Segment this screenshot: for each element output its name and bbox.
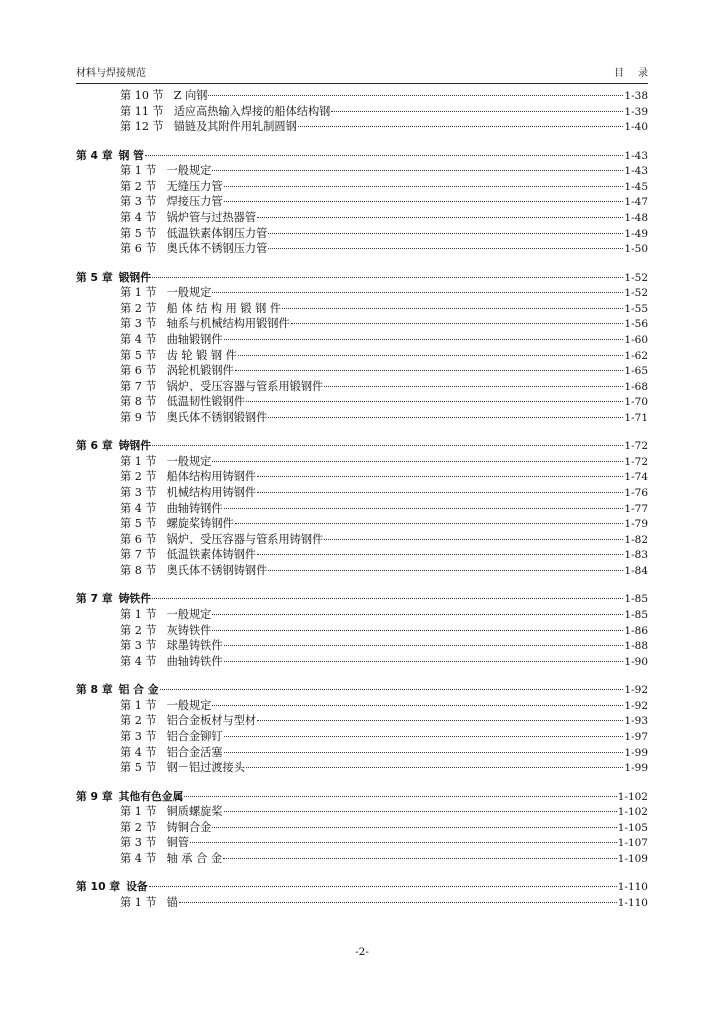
toc-entry-title: 涡轮机锻钢件	[166, 364, 234, 378]
toc-section-row[interactable]	[76, 835, 648, 851]
toc-page-number: 1-72	[624, 440, 648, 453]
toc-page-number: 1-43	[624, 149, 648, 162]
toc-entry-number: 第 2 节	[120, 714, 157, 728]
dot-leader	[208, 94, 623, 96]
toc-section-row[interactable]	[76, 820, 648, 836]
dot-leader	[257, 475, 623, 477]
toc-section-row[interactable]	[76, 623, 648, 639]
toc-section-row[interactable]	[76, 363, 648, 379]
toc-entry-number: 第 10 节	[120, 89, 164, 102]
toc-entry-number: 第 4 节	[120, 210, 157, 224]
toc-entry-title: 曲轴铸钢件	[166, 501, 223, 515]
toc-entry-number: 第 6 章	[76, 439, 113, 453]
dot-leader	[212, 169, 623, 171]
toc-entry-number: 第 10 章	[76, 880, 121, 894]
toc-entry-title: 奥氏体不锈钢锻钢件	[166, 410, 268, 424]
toc-entry-number: 第 2 节	[120, 820, 157, 834]
toc-page-number: 1-102	[617, 790, 648, 803]
dot-leader	[224, 200, 624, 202]
toc-chapter-row[interactable]	[76, 148, 648, 164]
toc-section-row[interactable]	[76, 316, 648, 332]
toc-entry-number: 第 3 节	[120, 729, 157, 743]
toc-section-row[interactable]	[76, 226, 648, 242]
dot-leader	[212, 460, 623, 462]
toc-section-row[interactable]	[76, 607, 648, 623]
toc-entry-number: 第 8 节	[120, 564, 157, 578]
toc-entry-title: 铸铁件	[118, 592, 152, 606]
dot-leader	[224, 735, 624, 737]
toc-page-number: 1-85	[624, 609, 648, 621]
toc-section-row[interactable]	[76, 563, 648, 579]
toc-entry-title: 锅炉、受压容器与管系用铸钢件	[166, 532, 324, 546]
dot-leader	[235, 522, 624, 524]
toc-page-number: 1-82	[624, 533, 648, 546]
toc-page-number: 1-40	[624, 121, 648, 134]
toc-page-number: 1-48	[624, 211, 648, 224]
toc-entry-title: 设备	[126, 880, 148, 894]
toc-section-row[interactable]	[76, 194, 648, 210]
toc-entry-number: 第 1 节	[120, 698, 157, 712]
dot-leader	[212, 291, 623, 293]
toc-entry-number: 第 1 节	[120, 286, 157, 300]
toc-entry-title: 灰铸铁件	[166, 623, 212, 637]
toc-entry-number: 第 9 章	[76, 789, 113, 803]
toc-page-number: 1-97	[624, 730, 648, 743]
toc-entry-number: 第 1 节	[120, 164, 157, 178]
toc-entry-number: 第 2 节	[120, 179, 157, 193]
dot-leader	[224, 751, 624, 753]
toc-section-row[interactable]	[76, 851, 648, 867]
toc-page-number: 1-107	[617, 837, 648, 850]
toc-page-number: 1-86	[624, 624, 648, 637]
toc-section-row[interactable]	[76, 760, 648, 776]
toc-entry-title: 一般规定	[166, 286, 212, 300]
dot-leader	[257, 719, 623, 721]
toc-entry-title: 铝合金铆钉	[166, 729, 223, 743]
toc-chapter-row[interactable]	[76, 438, 648, 454]
toc-entry-title: 齿 轮 锻 钢 件	[166, 348, 237, 362]
toc-page-number: 1-62	[624, 349, 648, 362]
toc-page-number: 1-110	[617, 896, 648, 909]
toc-entry-number: 第 11 节	[120, 104, 164, 118]
toc-entry-number: 第 3 节	[120, 195, 157, 209]
toc-entry-number: 第 6 节	[120, 364, 157, 378]
toc-page-number: 1-85	[624, 593, 648, 606]
toc-entry-number: 第 7 章	[76, 592, 113, 606]
toc-page-number: 1-68	[624, 380, 648, 393]
toc-page-number: 1-52	[624, 271, 648, 284]
toc-section-row[interactable]	[76, 119, 648, 135]
toc-page-number: 1-72	[624, 455, 648, 468]
toc-entry-number: 第 3 节	[120, 486, 157, 500]
toc-entry-title: 铝合金板材与型材	[166, 714, 257, 728]
toc-entry-title: 一般规定	[166, 164, 212, 178]
toc-page-number: 1-65	[624, 365, 648, 378]
toc-page-number: 1-39	[624, 105, 648, 118]
toc-page-number: 1-76	[624, 487, 648, 500]
toc-page-number: 1-83	[624, 549, 648, 562]
toc-section-row[interactable]	[76, 104, 648, 120]
toc-page-number: 1-92	[624, 699, 648, 712]
toc-entry-title: 曲轴铸铁件	[166, 654, 223, 668]
toc-entry-number: 第 4 节	[120, 501, 157, 515]
dot-leader	[190, 841, 617, 843]
toc-page-number: 1-84	[624, 565, 648, 578]
toc-page-number: 1-90	[624, 655, 648, 668]
toc-entry-title: 锅炉、受压容器与管系用锻钢件	[166, 379, 324, 393]
toc-entry-title: 船体结构用铸钢件	[166, 470, 257, 484]
dot-leader	[298, 125, 624, 127]
dot-leader	[152, 444, 623, 446]
toc-entry-number: 第 8 节	[120, 395, 157, 409]
toc-entry-number: 第 3 节	[120, 639, 157, 653]
toc-entry-number: 第 2 节	[120, 623, 157, 637]
toc-section-row[interactable]	[76, 729, 648, 745]
dot-leader	[238, 354, 624, 356]
toc-entry-number: 第 5 节	[120, 761, 157, 775]
page-number: -2-	[355, 946, 369, 958]
dot-leader	[184, 795, 616, 797]
toc-entry-title: 一般规定	[166, 608, 212, 621]
toc-section-row[interactable]	[76, 301, 648, 317]
toc-section-row[interactable]	[76, 532, 648, 548]
toc-entry-title: 低温铁素体钢压力管	[166, 226, 268, 240]
dot-leader	[212, 613, 623, 615]
toc-entry-number: 第 1 节	[120, 608, 157, 621]
toc-page-number: 1-74	[624, 471, 648, 484]
toc-section-row[interactable]	[76, 241, 648, 257]
toc-entry-number: 第 1 节	[120, 805, 157, 819]
dot-leader	[268, 232, 623, 234]
dot-leader	[257, 491, 623, 493]
dot-leader	[224, 644, 624, 646]
dot-leader	[268, 416, 623, 418]
toc-entry-title: 锅炉管与过热器管	[166, 210, 257, 224]
toc-entry-title: 螺旋桨铸钢件	[166, 517, 234, 531]
toc-section-row[interactable]	[76, 410, 648, 426]
dot-leader	[224, 507, 624, 509]
toc-entry-title: 其他有色金属	[118, 789, 184, 803]
toc-page-number: 1-79	[624, 518, 648, 531]
dot-leader	[324, 385, 623, 387]
toc-entry-title: 铜质螺旋桨	[166, 805, 223, 819]
toc-entry-title: 船 体 结 构 用 锻 钢 件	[166, 301, 282, 315]
toc-entry-title: 一般规定	[166, 698, 212, 712]
toc-entry-title: Z 向钢	[173, 89, 208, 102]
toc-entry-title: 钢 管	[118, 148, 144, 162]
toc-section-row[interactable]	[76, 332, 648, 348]
dot-leader	[324, 538, 623, 540]
dot-leader	[224, 810, 617, 812]
toc-section-row[interactable]	[76, 804, 648, 820]
toc-entry-title: 铸铜合金	[166, 820, 212, 834]
dot-leader	[268, 569, 623, 571]
toc-entry-title: 钢－铝过渡接头	[166, 761, 245, 775]
dot-leader	[235, 369, 624, 371]
dot-leader	[268, 247, 623, 249]
dot-leader	[291, 322, 624, 324]
toc-page-number: 1-55	[624, 302, 648, 315]
toc-entry-title: 曲轴锻钢件	[166, 332, 223, 346]
dot-leader	[224, 185, 624, 187]
section-title: 目录	[614, 68, 662, 79]
dot-leader	[212, 704, 623, 706]
dot-leader	[212, 629, 623, 631]
toc-section-row[interactable]	[76, 163, 648, 179]
dot-leader	[152, 276, 623, 278]
toc-page-number: 1-109	[617, 852, 648, 865]
document-title: 材料与焊接规范	[76, 68, 146, 79]
toc-section-row[interactable]	[76, 379, 648, 395]
toc-section-row[interactable]	[76, 285, 648, 301]
toc-page-number: 1-93	[624, 715, 648, 728]
toc-page-number: 1-38	[624, 90, 648, 102]
toc-page-number: 1-88	[624, 640, 648, 653]
dot-leader	[223, 857, 617, 859]
toc-entry-number: 第 8 章	[76, 683, 113, 697]
toc-section-row[interactable]	[76, 88, 648, 104]
toc-section-row[interactable]	[76, 698, 648, 714]
toc-entry-number: 第 2 节	[120, 470, 157, 484]
toc-entry-title: 锻钢件	[118, 270, 152, 284]
toc-entry-title: 低温韧性锻钢件	[166, 395, 245, 409]
table-of-contents	[76, 88, 648, 910]
toc-entry-title: 轴 承 合 金	[166, 851, 223, 865]
toc-chapter-row[interactable]	[76, 270, 648, 286]
toc-page-number: 1-49	[624, 227, 648, 240]
toc-page-number: 1-99	[624, 746, 648, 759]
toc-section-row[interactable]	[76, 348, 648, 364]
toc-page-number: 1-77	[624, 502, 648, 515]
toc-section-row[interactable]	[76, 469, 648, 485]
toc-page-number: 1-47	[624, 196, 648, 209]
toc-page-number: 1-56	[624, 318, 648, 331]
toc-section-row[interactable]	[76, 210, 648, 226]
toc-entry-title: 轴系与机械结构用锻钢件	[166, 317, 290, 331]
toc-page-number: 1-52	[624, 287, 648, 300]
toc-chapter-row[interactable]	[76, 591, 648, 607]
toc-entry-number: 第 3 节	[120, 317, 157, 331]
dot-leader	[212, 826, 616, 828]
dot-leader	[149, 885, 617, 887]
toc-entry-title: 铝合金活塞	[166, 745, 223, 759]
toc-entry-title: 适应高热输入焊接的船体结构钢	[173, 104, 331, 118]
toc-page-number: 1-43	[624, 165, 648, 178]
toc-section-row[interactable]	[76, 485, 648, 501]
toc-entry-number: 第 5 节	[120, 226, 157, 240]
toc-entry-title: 焊接压力管	[166, 195, 223, 209]
toc-page-number: 1-70	[624, 396, 648, 409]
toc-section-row[interactable]	[76, 501, 648, 517]
toc-section-row[interactable]	[76, 638, 648, 654]
toc-entry-title: 锚链及其附件用轧制圆钢	[173, 120, 297, 134]
dot-leader	[224, 660, 624, 662]
toc-section-row[interactable]	[76, 179, 648, 195]
toc-entry-number: 第 1 节	[120, 895, 157, 909]
toc-section-row[interactable]	[76, 516, 648, 532]
toc-entry-number: 第 4 章	[76, 148, 113, 162]
toc-entry-title: 低温铁素体铸钢件	[166, 548, 257, 562]
page-header	[76, 66, 662, 84]
toc-page-number: 1-105	[617, 821, 648, 834]
toc-entry-number: 第 5 节	[120, 348, 157, 362]
toc-page-number: 1-60	[624, 333, 648, 346]
toc-chapter-row[interactable]	[76, 682, 648, 698]
toc-entry-title: 奥氏体不锈钢压力管	[166, 242, 268, 256]
toc-chapter-row[interactable]	[76, 879, 648, 895]
toc-section-row[interactable]	[76, 654, 648, 670]
toc-entry-number: 第 12 节	[120, 120, 164, 134]
dot-leader	[282, 307, 623, 309]
toc-entry-number: 第 3 节	[120, 836, 157, 850]
dot-leader	[152, 597, 623, 599]
toc-entry-number: 第 6 节	[120, 242, 157, 256]
dot-leader	[257, 216, 623, 218]
toc-section-row[interactable]	[76, 713, 648, 729]
toc-entry-number: 第 9 节	[120, 410, 157, 424]
toc-entry-title: 铜管	[166, 836, 189, 850]
toc-page-number: 1-99	[624, 762, 648, 775]
toc-entry-title: 铝 合 金	[118, 683, 159, 697]
dot-leader	[160, 688, 624, 690]
toc-page-number: 1-71	[624, 411, 648, 424]
dot-leader	[257, 553, 623, 555]
toc-entry-number: 第 2 节	[120, 301, 157, 315]
toc-entry-number: 第 4 节	[120, 654, 157, 668]
toc-entry-title: 一般规定	[166, 454, 212, 468]
toc-entry-number: 第 7 节	[120, 548, 157, 562]
toc-entry-number: 第 6 节	[120, 532, 157, 546]
dot-leader	[246, 766, 623, 768]
toc-entry-number: 第 4 节	[120, 332, 157, 346]
dot-leader	[224, 338, 624, 340]
toc-entry-number: 第 7 节	[120, 379, 157, 393]
toc-page-number: 1-45	[624, 180, 648, 193]
toc-entry-number: 第 5 节	[120, 517, 157, 531]
toc-entry-number: 第 5 章	[76, 270, 113, 284]
toc-section-row[interactable]	[76, 745, 648, 761]
toc-page-number: 1-110	[617, 881, 648, 894]
toc-page-number: 1-50	[624, 243, 648, 256]
dot-leader	[145, 154, 623, 156]
toc-page-number: 1-102	[617, 806, 648, 819]
toc-entry-title: 铸钢件	[118, 439, 152, 453]
toc-chapter-row[interactable]	[76, 789, 648, 805]
toc-entry-number: 第 4 节	[120, 851, 157, 865]
toc-entry-number: 第 4 节	[120, 745, 157, 759]
dot-leader	[331, 110, 623, 112]
toc-entry-title: 奥氏体不锈钢铸钢件	[166, 564, 268, 578]
toc-entry-title: 机械结构用铸钢件	[166, 486, 257, 500]
toc-section-row[interactable]	[76, 547, 648, 563]
toc-entry-title: 球墨铸铁件	[166, 639, 223, 653]
toc-page-number: 1-92	[624, 684, 648, 697]
dot-leader	[246, 400, 623, 402]
dot-leader	[179, 901, 617, 903]
toc-section-row[interactable]	[76, 454, 648, 470]
toc-section-row[interactable]	[76, 895, 648, 911]
toc-entry-title: 锚	[166, 895, 178, 909]
toc-entry-number: 第 1 节	[120, 454, 157, 468]
toc-entry-title: 无缝压力管	[166, 179, 223, 193]
toc-section-row[interactable]	[76, 394, 648, 410]
